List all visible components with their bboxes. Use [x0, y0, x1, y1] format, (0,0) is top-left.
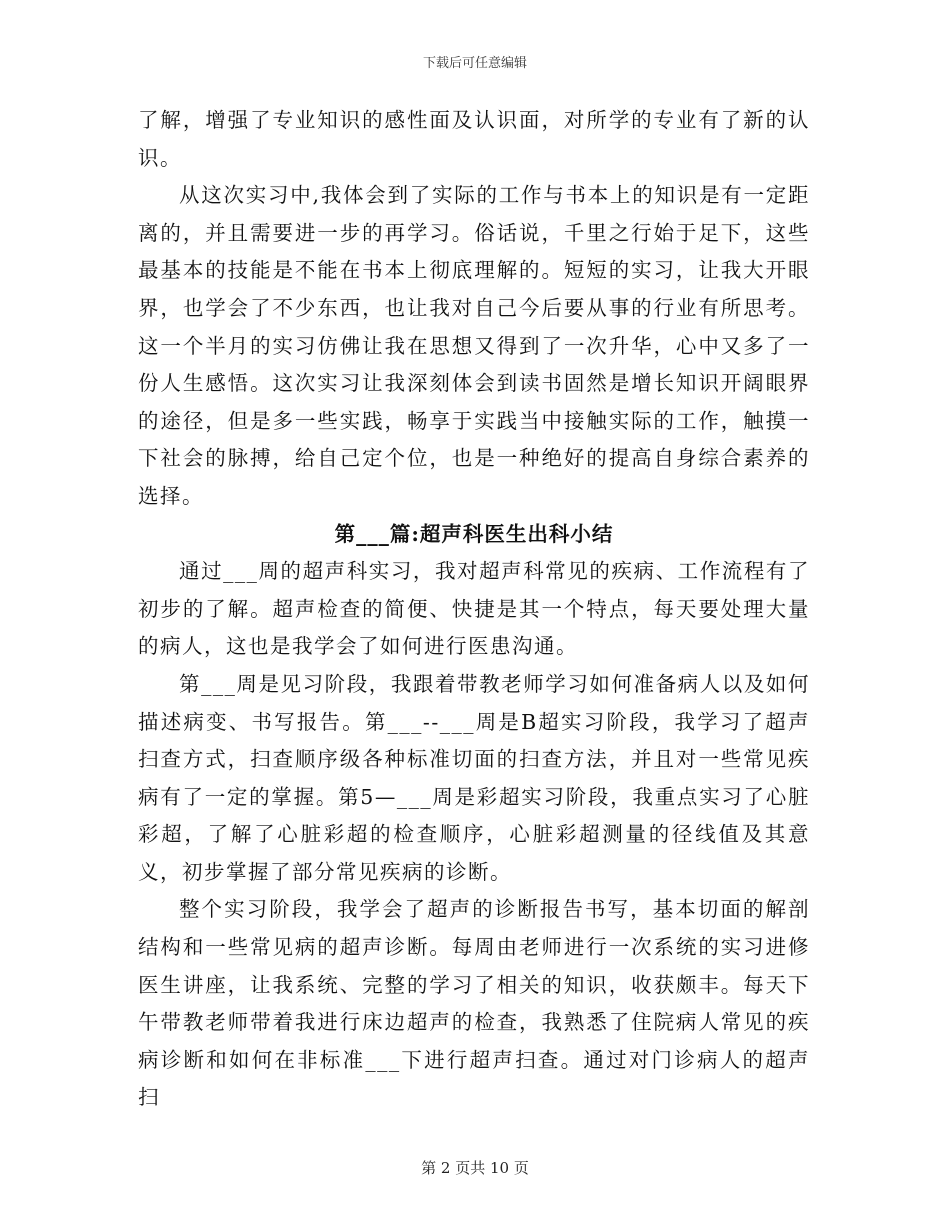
page-header: 下载后可任意编辑 [422, 56, 527, 71]
paragraph-continuation: 了解，增强了专业知识的感性面及认识面，对所学的专业有了新的认识。 [138, 108, 810, 170]
document-body [138, 102, 810, 1117]
page-footer: 第 2 页共 10 页 [421, 1159, 529, 1177]
paragraph-ultrasound-intro: 通过___周的超声科实习，我对超声科常见的疾病、工作流程有了初步的了解。超声检查的简便、快捷是其一个特点，每天要处理大量的病人，这也是我学会了如何进行医患沟通。 [138, 559, 810, 659]
paragraph-internship-reflection: 从这次实习中,我体会到了实际的工作与书本上的知识是有一定距离的，并且需要进一步的再学习。俗话说，千里之行始于足下，这些最基本的技能是不能在书本上彻底理解的。短短的实习，让我大开眼界，也学会了不少东西，也让我对自己今后要从事的行业有所思考。这一个半月的实习仿佛让我在思想又得到了一次升华，心中又多了一份人生感悟。这次实习让我深刻体会到读书固然是增长知识开阔眼界的途径，但是多一些实践，畅享于实践当中接触实际的工作，触摸一下社会的脉搏，给自己定个位，也是一种绝好的提高自身综合素养的选择。 [138, 183, 810, 508]
section-heading: 第___篇:超声科医生出科小结 [334, 521, 614, 546]
paragraph-weekly-stages: 第___周是见习阶段，我跟着带教老师学习如何准备病人以及如何描述病变、书写报告。第___--___周是B超实习阶段，我学习了超声扫查方式，扫查顺序级各种标准切面的扫查方法，并且对一些常见疾病有了一定的掌握。第5—___周是彩超实习阶段，我重点实习了心脏彩超，了解了心脏彩超的检查顺序，心脏彩超测量的径线值及其意义，初步掌握了部分常见疾病的诊断。 [138, 671, 810, 884]
paragraph-overall-stage: 整个实习阶段，我学会了超声的诊断报告书写，基本切面的解剖结构和一些常见病的超声诊断。每周由老师进行一次系统的实习进修医生讲座，让我系统、完整的学习了相关的知识，收获颇丰。每天下午带教老师带着我进行床边超声的检查，我熟悉了住院病人常见的疾病诊断和如何在非标准___下进行超声扫查。通过对门诊病人的超声扫 [138, 897, 810, 1110]
